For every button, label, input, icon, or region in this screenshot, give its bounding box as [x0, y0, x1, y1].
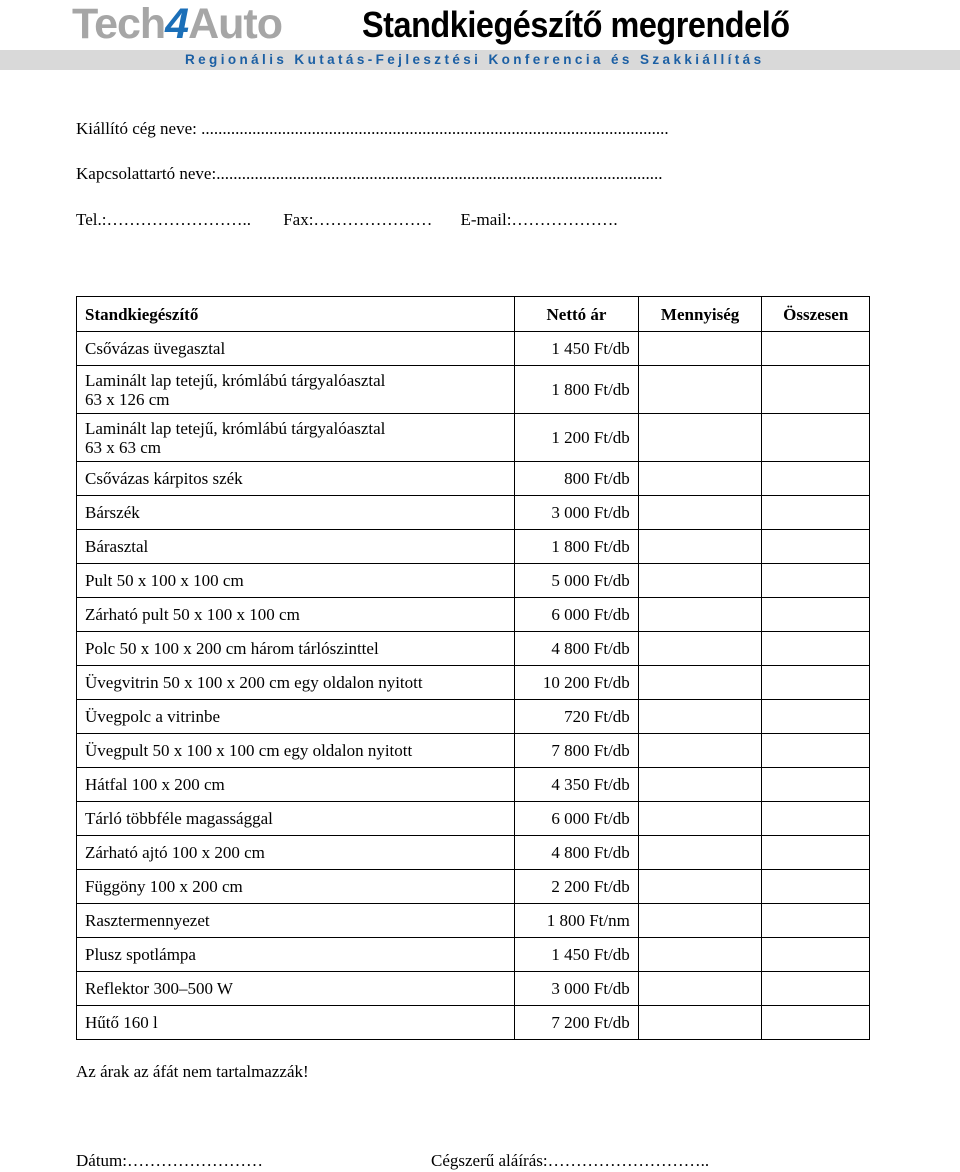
item-name-cell: Plusz spotlámpa: [77, 938, 515, 972]
net-price-cell: 3 000 Ft/db: [515, 496, 639, 530]
net-price-cell: 7 200 Ft/db: [515, 1006, 639, 1040]
total-cell[interactable]: [762, 366, 870, 414]
net-price-cell: 1 450 Ft/db: [515, 332, 639, 366]
net-price-cell: 10 200 Ft/db: [515, 666, 639, 700]
quantity-input-cell[interactable]: [638, 632, 762, 666]
item-name-cell: Pult 50 x 100 x 100 cm: [77, 564, 515, 598]
table-row: [77, 972, 870, 1006]
item-name-cell: Zárható pult 50 x 100 x 100 cm: [77, 598, 515, 632]
net-price-cell: 2 200 Ft/db: [515, 870, 639, 904]
quantity-input-cell[interactable]: [638, 414, 762, 462]
net-price-cell: 720 Ft/db: [515, 700, 639, 734]
net-price-cell: 5 000 Ft/db: [515, 564, 639, 598]
table-row: [77, 938, 870, 972]
total-cell[interactable]: [762, 598, 870, 632]
quantity-input-cell[interactable]: [638, 496, 762, 530]
table-row: [77, 870, 870, 904]
quantity-input-cell[interactable]: [638, 768, 762, 802]
total-cell[interactable]: [762, 414, 870, 462]
net-price-cell: 800 Ft/db: [515, 462, 639, 496]
total-cell[interactable]: [762, 802, 870, 836]
table-row: [77, 666, 870, 700]
contact-name-field[interactable]: Kapcsolattartó neve:.........................................................................................................: [76, 164, 663, 183]
signature-field[interactable]: Cégszerű aláírás:………………………..: [431, 1151, 710, 1170]
quantity-input-cell[interactable]: [638, 564, 762, 598]
quantity-input-cell[interactable]: [638, 666, 762, 700]
column-header-quantity: Mennyiség: [638, 297, 762, 332]
table-row: [77, 530, 870, 564]
column-header-price: Nettó ár: [515, 297, 639, 332]
item-name-cell: Polc 50 x 100 x 200 cm három tárlószinttel: [77, 632, 515, 666]
table-row: [77, 462, 870, 496]
total-cell[interactable]: [762, 768, 870, 802]
table-row: [77, 802, 870, 836]
quantity-input-cell[interactable]: [638, 904, 762, 938]
item-name-cell: Üvegvitrin 50 x 100 x 200 cm egy oldalon nyitott: [77, 666, 515, 700]
net-price-cell: 4 350 Ft/db: [515, 768, 639, 802]
item-name-cell: Zárható ajtó 100 x 200 cm: [77, 836, 515, 870]
quantity-input-cell[interactable]: [638, 598, 762, 632]
item-name-cell: Hátfal 100 x 200 cm: [77, 768, 515, 802]
table-row: [77, 904, 870, 938]
table-row: [77, 332, 870, 366]
net-price-cell: 1 200 Ft/db: [515, 414, 639, 462]
table-row: [77, 1006, 870, 1040]
total-cell[interactable]: [762, 332, 870, 366]
fax-field[interactable]: Fax:…………………: [283, 210, 433, 229]
date-field[interactable]: Dátum:……………………: [76, 1151, 263, 1170]
net-price-cell: 3 000 Ft/db: [515, 972, 639, 1006]
quantity-input-cell[interactable]: [638, 938, 762, 972]
item-name-cell: Bárszék: [77, 496, 515, 530]
page-title: Standkiegészítő megrendelő: [362, 4, 790, 45]
net-price-cell: 1 800 Ft/nm: [515, 904, 639, 938]
total-cell[interactable]: [762, 496, 870, 530]
quantity-input-cell[interactable]: [638, 530, 762, 564]
net-price-cell: 6 000 Ft/db: [515, 802, 639, 836]
quantity-input-cell[interactable]: [638, 332, 762, 366]
table-row: [77, 496, 870, 530]
quantity-input-cell[interactable]: [638, 836, 762, 870]
column-header-item: Standkiegészítő: [77, 297, 515, 332]
item-name-cell: Tárló többféle magassággal: [77, 802, 515, 836]
order-table: [76, 296, 870, 1040]
net-price-cell: 7 800 Ft/db: [515, 734, 639, 768]
net-price-cell: 1 800 Ft/db: [515, 366, 639, 414]
table-header-row: [77, 297, 870, 332]
quantity-input-cell[interactable]: [638, 972, 762, 1006]
quantity-input-cell[interactable]: [638, 1006, 762, 1040]
total-cell[interactable]: [762, 666, 870, 700]
total-cell[interactable]: [762, 836, 870, 870]
logo-text-4: 4: [165, 0, 189, 48]
table-row: [77, 564, 870, 598]
table-row: [77, 768, 870, 802]
tel-field[interactable]: Tel.:……………………..: [76, 210, 256, 229]
quantity-input-cell[interactable]: [638, 870, 762, 904]
item-name-cell: Laminált lap tetejű, krómlábú tárgyalóasztal 63 x 126 cm: [77, 366, 515, 414]
tech4auto-logo: [72, 0, 282, 50]
item-name-cell: Üvegpolc a vitrinbe: [77, 700, 515, 734]
company-name-field[interactable]: Kiállító cég neve: ..............................................................................................................: [76, 119, 669, 138]
quantity-input-cell[interactable]: [638, 802, 762, 836]
total-cell[interactable]: [762, 1006, 870, 1040]
email-field[interactable]: E-mail:……………….: [460, 210, 618, 229]
table-row: [77, 836, 870, 870]
total-cell[interactable]: [762, 870, 870, 904]
item-name-cell: Hűtő 160 l: [77, 1006, 515, 1040]
logo-text-auto: Auto: [188, 0, 282, 48]
table-row: [77, 414, 870, 462]
table-row: [77, 700, 870, 734]
item-name-cell: Reflektor 300–500 W: [77, 972, 515, 1006]
column-header-total: Összesen: [762, 297, 870, 332]
item-name-cell: Bárasztal: [77, 530, 515, 564]
net-price-cell: 4 800 Ft/db: [515, 836, 639, 870]
contact-line: [76, 210, 618, 230]
table-row: [77, 632, 870, 666]
item-name-cell: Függöny 100 x 200 cm: [77, 870, 515, 904]
total-cell[interactable]: [762, 700, 870, 734]
net-price-cell: 6 000 Ft/db: [515, 598, 639, 632]
total-cell[interactable]: [762, 632, 870, 666]
quantity-input-cell[interactable]: [638, 734, 762, 768]
total-cell[interactable]: [762, 734, 870, 768]
total-cell[interactable]: [762, 564, 870, 598]
item-name-cell: Laminált lap tetejű, krómlábú tárgyalóasztal 63 x 63 cm: [77, 414, 515, 462]
logo-text-tech: Tech: [72, 0, 166, 48]
header: [0, 0, 960, 70]
total-cell[interactable]: [762, 462, 870, 496]
quantity-input-cell[interactable]: [638, 462, 762, 496]
item-name-cell: Csővázas kárpitos szék: [77, 462, 515, 496]
quantity-input-cell[interactable]: [638, 700, 762, 734]
item-name-cell: Üvegpult 50 x 100 x 100 cm egy oldalon nyitott: [77, 734, 515, 768]
net-price-cell: 1 800 Ft/db: [515, 530, 639, 564]
table-row: [77, 598, 870, 632]
quantity-input-cell[interactable]: [638, 366, 762, 414]
total-cell[interactable]: [762, 938, 870, 972]
vat-note: Az árak az áfát nem tartalmazzák!: [76, 1062, 309, 1081]
order-table-body: [77, 332, 870, 1040]
total-cell[interactable]: [762, 972, 870, 1006]
net-price-cell: 1 450 Ft/db: [515, 938, 639, 972]
total-cell[interactable]: [762, 530, 870, 564]
table-row: [77, 366, 870, 414]
item-name-cell: Rasztermennyezet: [77, 904, 515, 938]
net-price-cell: 4 800 Ft/db: [515, 632, 639, 666]
table-row: [77, 734, 870, 768]
page-subtitle: Regionális Kutatás-Fejlesztési Konferencia és Szakkiállítás: [185, 52, 765, 67]
item-name-cell: Csővázas üvegasztal: [77, 332, 515, 366]
total-cell[interactable]: [762, 904, 870, 938]
